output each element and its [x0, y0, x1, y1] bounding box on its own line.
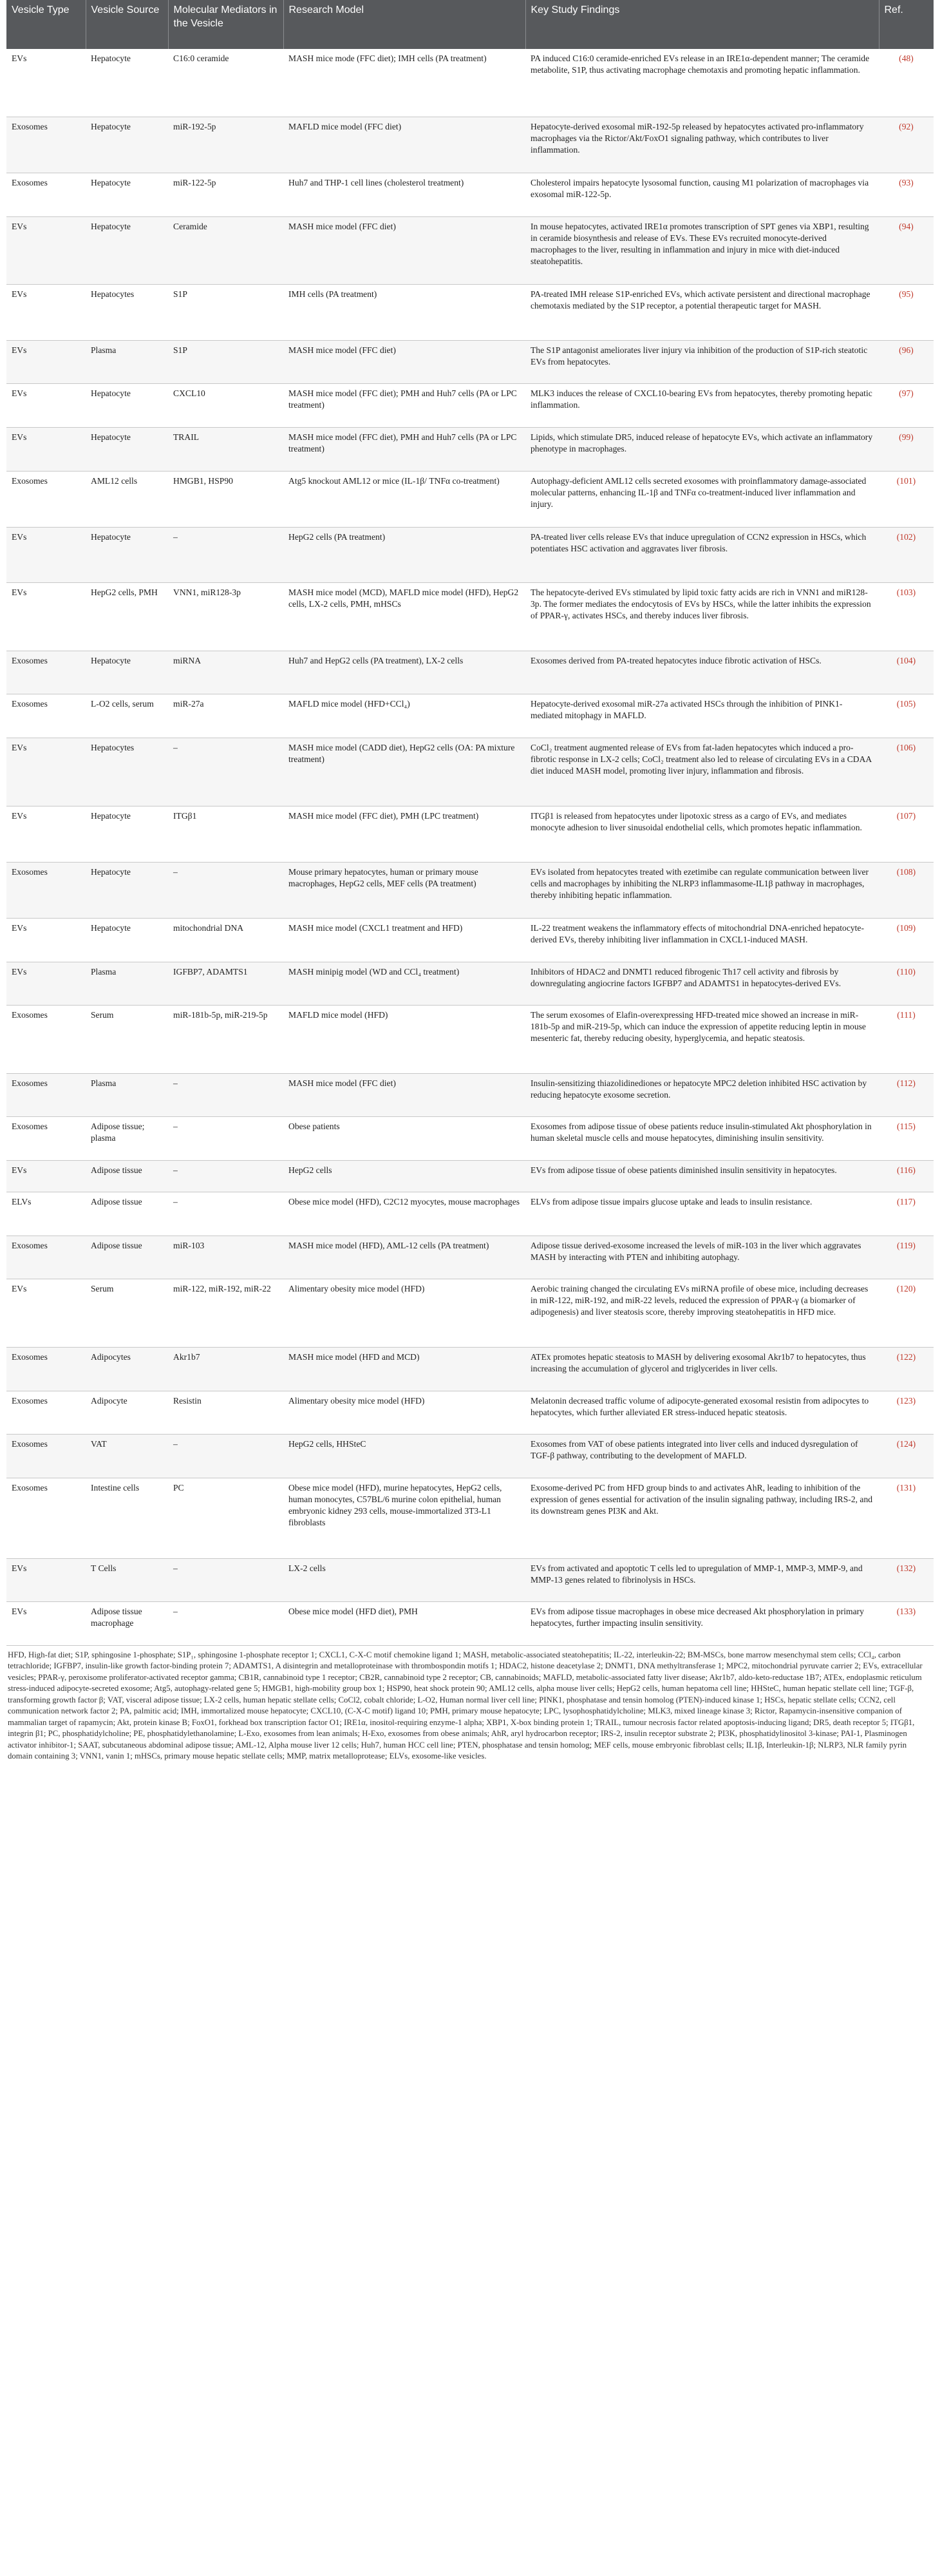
ref-cell: [879, 383, 934, 427]
ref-link[interactable]: (99): [899, 432, 914, 442]
research-model-cell: MASH mice model (HFD), AML-12 cells (PA treatment): [283, 1236, 525, 1279]
vesicle-source-cell: Hepatocyte: [86, 527, 168, 582]
vesicle-type-cell: Exosomes: [6, 173, 86, 216]
ref-cell: [879, 1160, 934, 1192]
table-row: [6, 651, 934, 694]
research-model-cell: Obese mice model (HFD diet), PMH: [283, 1601, 525, 1645]
research-model-cell: MAFLD mice model (HFD): [283, 1005, 525, 1073]
vesicle-source-cell: L-O2 cells, serum: [86, 694, 168, 738]
vesicle-source-cell: VAT: [86, 1434, 168, 1478]
ref-cell: [879, 962, 934, 1005]
ref-cell: [879, 582, 934, 651]
table-row: [6, 806, 934, 862]
vesicle-table: [6, 0, 934, 1646]
research-model-cell: MASH mice model (FFC diet): [283, 1073, 525, 1116]
mediator-cell: miRNA: [168, 651, 283, 694]
research-model-cell: MAFLD mice model (FFC diet): [283, 117, 525, 173]
ref-link[interactable]: (110): [897, 966, 916, 977]
research-model-cell: Atg5 knockout AML12 or mice (IL-1β/ TNFα co-treatment): [283, 471, 525, 527]
mediator-cell: mitochondrial DNA: [168, 918, 283, 962]
ref-cell: [879, 117, 934, 173]
vesicle-source-cell: HepG2 cells, PMH: [86, 582, 168, 651]
mediator-cell: miR-122, miR-192, miR-22: [168, 1279, 283, 1347]
mediator-cell: PC: [168, 1478, 283, 1558]
ref-cell: [879, 1279, 934, 1347]
finding-cell: Autophagy-deficient AML12 cells secreted exosomes with proinflammatory damage-associated molecular patterns, enhancing IL-1β and TNFα co-treatment-induced liver inflammation and injury.: [525, 471, 879, 527]
ref-cell: [879, 1434, 934, 1478]
vesicle-type-cell: EVs: [6, 284, 86, 340]
ref-link[interactable]: (93): [899, 177, 914, 187]
header-ref: Ref.: [879, 0, 934, 49]
ref-cell: [879, 918, 934, 962]
ref-link[interactable]: (106): [896, 742, 916, 752]
table-row: [6, 1192, 934, 1236]
finding-cell: EVs from adipose tissue macrophages in obese mice decreased Akt phosphorylation in primary hepatocytes, further impacting insulin sensitivity.: [525, 1601, 879, 1645]
ref-link[interactable]: (131): [896, 1482, 916, 1493]
mediator-cell: –: [168, 1192, 283, 1236]
mediator-cell: –: [168, 1073, 283, 1116]
mediator-cell: miR-192-5p: [168, 117, 283, 173]
ref-link[interactable]: (105): [896, 698, 916, 709]
mediator-cell: S1P: [168, 284, 283, 340]
ref-link[interactable]: (48): [899, 53, 914, 63]
vesicle-type-cell: EVs: [6, 918, 86, 962]
ref-link[interactable]: (102): [896, 531, 916, 542]
vesicle-source-cell: Adipose tissue macrophage: [86, 1601, 168, 1645]
table-row: [6, 1236, 934, 1279]
ref-cell: [879, 738, 934, 806]
vesicle-type-cell: Exosomes: [6, 1478, 86, 1558]
table-row: [6, 918, 934, 962]
research-model-cell: MASH minipig model (WD and CCl₄ treatment): [283, 962, 525, 1005]
ref-cell: [879, 1116, 934, 1160]
mediator-cell: –: [168, 527, 283, 582]
ref-link[interactable]: (95): [899, 289, 914, 299]
vesicle-source-cell: Plasma: [86, 962, 168, 1005]
vesicle-source-cell: Serum: [86, 1279, 168, 1347]
vesicle-source-cell: Plasma: [86, 1073, 168, 1116]
ref-link[interactable]: (119): [897, 1240, 916, 1250]
vesicle-source-cell: Adipose tissue: [86, 1160, 168, 1192]
ref-cell: [879, 1005, 934, 1073]
finding-cell: Inhibitors of HDAC2 and DNMT1 reduced fibrogenic Th17 cell activity and fibrosis by downregulating angiocrine factors IGFBP7 and ADAMTS1 in hepatocytes-derived EVs.: [525, 962, 879, 1005]
mediator-cell: S1P: [168, 340, 283, 383]
ref-cell: [879, 1347, 934, 1391]
vesicle-source-cell: T Cells: [86, 1558, 168, 1601]
table-row: [6, 582, 934, 651]
finding-cell: ELVs from adipose tissue impairs glucose uptake and leads to insulin resistance.: [525, 1192, 879, 1236]
vesicle-type-cell: EVs: [6, 1279, 86, 1347]
mediator-cell: –: [168, 862, 283, 918]
research-model-cell: Huh7 and THP-1 cell lines (cholesterol treatment): [283, 173, 525, 216]
vesicle-source-cell: Hepatocytes: [86, 284, 168, 340]
finding-cell: Adipose tissue derived-exosome increased the levels of miR-103 in the liver which aggravates MASH by interacting with PTEN and inhibiting autophagy.: [525, 1236, 879, 1279]
vesicle-type-cell: Exosomes: [6, 1116, 86, 1160]
vesicle-type-cell: EVs: [6, 806, 86, 862]
ref-cell: [879, 173, 934, 216]
ref-cell: [879, 1478, 934, 1558]
vesicle-type-cell: Exosomes: [6, 1434, 86, 1478]
vesicle-source-cell: Adipose tissue: [86, 1236, 168, 1279]
vesicle-source-cell: Hepatocyte: [86, 427, 168, 471]
vesicle-source-cell: Adipose tissue: [86, 1192, 168, 1236]
ref-cell: [879, 1192, 934, 1236]
mediator-cell: –: [168, 1434, 283, 1478]
table-body: [6, 49, 934, 1645]
vesicle-type-cell: Exosomes: [6, 1073, 86, 1116]
finding-cell: CoCl₂ treatment augmented release of EVs from fat-laden hepatocytes which induced a pro-fibrotic response in LX-2 cells; CoCl₂ treatment also led to release of circulating EVs in a CDAA diet induced MASH model, promoting liver injury, inflammation and fibrosis.: [525, 738, 879, 806]
research-model-cell: MASH mice model (FFC diet), PMH and Huh7 cells (PA or LPC treatment): [283, 427, 525, 471]
table-row: [6, 1601, 934, 1645]
vesicle-source-cell: Plasma: [86, 340, 168, 383]
finding-cell: IL-22 treatment weakens the inflammatory effects of mitochondrial DNA-enriched hepatocyte-derived EVs, thereby inhibiting liver inflammation in CXCL1-induced MASH.: [525, 918, 879, 962]
mediator-cell: HMGB1, HSP90: [168, 471, 283, 527]
table-row: [6, 383, 934, 427]
table-row: [6, 1005, 934, 1073]
vesicle-type-cell: Exosomes: [6, 1005, 86, 1073]
finding-cell: Hepatocyte-derived exosomal miR-27a activated HSCs through the inhibition of PINK1-mediated mitophagy in MAFLD.: [525, 694, 879, 738]
table-row: [6, 1347, 934, 1391]
finding-cell: PA-treated IMH release S1P-enriched EVs, which activate persistent and directional macrophage chemotaxis mediated by the S1P receptor, a potential therapeutic target for MASH.: [525, 284, 879, 340]
finding-cell: Cholesterol impairs hepatocyte lysosomal function, causing M1 polarization of macrophages via exosomal miR-122-5p.: [525, 173, 879, 216]
table-row: [6, 1116, 934, 1160]
vesicle-type-cell: Exosomes: [6, 694, 86, 738]
finding-cell: EVs isolated from hepatocytes treated with ezetimibe can regulate communication between liver cells and macrophages by inhibiting the NLRP3 inflammasome-IL1β pathway in macrophages, thereby inhibiting hepatic inflammation.: [525, 862, 879, 918]
ref-cell: [879, 216, 934, 284]
research-model-cell: HepG2 cells: [283, 1160, 525, 1192]
table-row: [6, 1478, 934, 1558]
finding-cell: Hepatocyte-derived exosomal miR-192-5p released by hepatocytes activated pro-inflammatory macrophages via the Rictor/Akt/FoxO1 signaling pathway, which contributes to liver inflammation.: [525, 117, 879, 173]
mediator-cell: miR-122-5p: [168, 173, 283, 216]
finding-cell: The S1P antagonist ameliorates liver injury via inhibition of the production of S1P-rich steatotic EVs from hepatocytes.: [525, 340, 879, 383]
table-row: [6, 1160, 934, 1192]
vesicle-source-cell: Adipose tissue; plasma: [86, 1116, 168, 1160]
table-row: [6, 117, 934, 173]
table-row: [6, 427, 934, 471]
vesicle-source-cell: Hepatocyte: [86, 651, 168, 694]
vesicle-type-cell: EVs: [6, 1160, 86, 1192]
vesicle-type-cell: EVs: [6, 738, 86, 806]
mediator-cell: IGFBP7, ADAMTS1: [168, 962, 283, 1005]
finding-cell: Aerobic training changed the circulating EVs miRNA profile of obese mice, including decreases in miR-122, miR-192, and miR-22 levels, reduced the expression of PPAR-γ (a biomarker of adipogenesis) and liver steatosis score, thereby improving steatohepatitis in HFD mice.: [525, 1279, 879, 1347]
mediator-cell: ITGβ1: [168, 806, 283, 862]
finding-cell: Exosomes derived from PA-treated hepatocytes induce fibrotic activation of HSCs.: [525, 651, 879, 694]
research-model-cell: MAFLD mice model (HFD+CCl₄): [283, 694, 525, 738]
vesicle-type-cell: Exosomes: [6, 1347, 86, 1391]
header-vesicle-source: Vesicle Source: [86, 0, 168, 49]
ref-cell: [879, 1236, 934, 1279]
table-row: [6, 284, 934, 340]
table-row: [6, 862, 934, 918]
header-vesicle-type: Vesicle Type: [6, 0, 86, 49]
vesicle-type-cell: EVs: [6, 49, 86, 117]
vesicle-type-cell: Exosomes: [6, 1236, 86, 1279]
mediator-cell: –: [168, 1160, 283, 1192]
research-model-cell: Obese patients: [283, 1116, 525, 1160]
vesicle-source-cell: Adipocytes: [86, 1347, 168, 1391]
table-row: [6, 962, 934, 1005]
ref-link[interactable]: (107): [896, 810, 916, 821]
finding-cell: ITGβ1 is released from hepatocytes under lipotoxic stress as a cargo of EVs, and mediates monocyte adhesion to liver sinusoidal endothelial cells, which promotes hepatic inflammation.: [525, 806, 879, 862]
mediator-cell: Resistin: [168, 1391, 283, 1434]
mediator-cell: Ceramide: [168, 216, 283, 284]
vesicle-source-cell: Intestine cells: [86, 1478, 168, 1558]
ref-link[interactable]: (111): [897, 1009, 916, 1020]
table-row: [6, 738, 934, 806]
finding-cell: The serum exosomes of Elafin-overexpressing HFD-treated mice showed an increase in miR-181b-5p and miR-219-5p, which can induce the expression of appetite reducing leptin in mouse mesenteric fat, thereby reducing obesity, hyperglycemia, and hepatic steatosis.: [525, 1005, 879, 1073]
ref-link[interactable]: (115): [897, 1121, 916, 1131]
ref-cell: [879, 806, 934, 862]
ref-link[interactable]: (122): [896, 1351, 916, 1362]
ref-link[interactable]: (120): [896, 1283, 916, 1293]
vesicle-source-cell: Serum: [86, 1005, 168, 1073]
ref-link[interactable]: (104): [896, 655, 916, 665]
mediator-cell: –: [168, 1601, 283, 1645]
vesicle-type-cell: Exosomes: [6, 1391, 86, 1434]
research-model-cell: Obese mice model (HFD), murine hepatocytes, HepG2 cells, human monocytes, C57BL/6 murine colon epithelial, human embryonic kidney 293 cells, mouse-immortalized 3T3-L1 fibroblasts: [283, 1478, 525, 1558]
vesicle-source-cell: Hepatocyte: [86, 806, 168, 862]
research-model-cell: LX-2 cells: [283, 1558, 525, 1601]
ref-cell: [879, 694, 934, 738]
table-row: [6, 1434, 934, 1478]
finding-cell: EVs from activated and apoptotic T cells led to upregulation of MMP-1, MMP-3, MMP-9, and MMP-13 genes related to fibrinolysis in HSCs.: [525, 1558, 879, 1601]
table-row: [6, 216, 934, 284]
table-row: [6, 694, 934, 738]
header-row: [6, 0, 934, 49]
header-research-model: Research Model: [283, 0, 525, 49]
research-model-cell: MASH mice model (MCD), MAFLD mice model (HFD), HepG2 cells, LX-2 cells, PMH, mHSCs: [283, 582, 525, 651]
vesicle-type-cell: ELVs: [6, 1192, 86, 1236]
mediator-cell: miR-27a: [168, 694, 283, 738]
ref-link[interactable]: (92): [899, 121, 914, 131]
finding-cell: The hepatocyte-derived EVs stimulated by lipid toxic fatty acids are rich in VNN1 and miR128-3p. The former mediates the endocytosis of EVs by HSCs, while the latter inhibits the expression of PPAR-γ, activates HSCs, and thereby induces liver fibrosis.: [525, 582, 879, 651]
ref-link[interactable]: (96): [899, 345, 914, 355]
research-model-cell: HepG2 cells, HHSteC: [283, 1434, 525, 1478]
ref-cell: [879, 1601, 934, 1645]
vesicle-type-cell: EVs: [6, 340, 86, 383]
mediator-cell: Akr1b7: [168, 1347, 283, 1391]
research-model-cell: Alimentary obesity mice model (HFD): [283, 1391, 525, 1434]
table-row: [6, 1558, 934, 1601]
table-row: [6, 527, 934, 582]
ref-link[interactable]: (101): [896, 475, 916, 486]
vesicle-type-cell: EVs: [6, 216, 86, 284]
research-model-cell: MASH mice model (FFC diet), PMH (LPC treatment): [283, 806, 525, 862]
research-model-cell: Obese mice model (HFD), C2C12 myocytes, mouse macrophages: [283, 1192, 525, 1236]
mediator-cell: TRAIL: [168, 427, 283, 471]
ref-link[interactable]: (109): [896, 922, 916, 933]
ref-cell: [879, 1558, 934, 1601]
finding-cell: ATEx promotes hepatic steatosis to MASH by delivering exosomal Akr1b7 to hepatocytes, thus increasing the accumulation of glycerol and triglycerides in liver cells.: [525, 1347, 879, 1391]
vesicle-type-cell: EVs: [6, 427, 86, 471]
table-row: [6, 1391, 934, 1434]
table-container: [6, 0, 934, 1762]
table-header: [6, 0, 934, 49]
header-molecular-mediators: Molecular Mediators in the Vesicle: [168, 0, 283, 49]
ref-cell: [879, 427, 934, 471]
vesicle-source-cell: Hepatocyte: [86, 216, 168, 284]
table-row: [6, 1073, 934, 1116]
vesicle-source-cell: Hepatocyte: [86, 918, 168, 962]
ref-cell: [879, 284, 934, 340]
mediator-cell: –: [168, 738, 283, 806]
vesicle-source-cell: Hepatocyte: [86, 383, 168, 427]
ref-cell: [879, 527, 934, 582]
research-model-cell: MASH mice model (CXCL1 treatment and HFD): [283, 918, 525, 962]
finding-cell: Melatonin decreased traffic volume of adipocyte-generated exosomal resistin from adipocytes to hepatocytes, which further alleviated ER stress-induced hepatic steatosis.: [525, 1391, 879, 1434]
table-row: [6, 340, 934, 383]
vesicle-source-cell: Hepatocyte: [86, 117, 168, 173]
header-key-study-findings: Key Study Findings: [525, 0, 879, 49]
mediator-cell: miR-181b-5p, miR-219-5p: [168, 1005, 283, 1073]
research-model-cell: MASH mice mode (FFC diet); IMH cells (PA treatment): [283, 49, 525, 117]
ref-link[interactable]: (132): [896, 1563, 916, 1573]
vesicle-source-cell: Hepatocyte: [86, 173, 168, 216]
table-row: [6, 471, 934, 527]
research-model-cell: MASH mice model (FFC diet); PMH and Huh7 cells (PA or LPC treatment): [283, 383, 525, 427]
mediator-cell: –: [168, 1558, 283, 1601]
ref-cell: [879, 1391, 934, 1434]
ref-link[interactable]: (117): [897, 1196, 916, 1207]
ref-cell: [879, 651, 934, 694]
vesicle-type-cell: EVs: [6, 1601, 86, 1645]
vesicle-type-cell: EVs: [6, 527, 86, 582]
research-model-cell: IMH cells (PA treatment): [283, 284, 525, 340]
finding-cell: MLK3 induces the release of CXCL10-bearing EVs from hepatocytes, thereby promoting hepatic inflammation.: [525, 383, 879, 427]
finding-cell: PA-treated liver cells release EVs that induce upregulation of CCN2 expression in HSCs, which potentiates HSC activation and aggravates liver fibrosis.: [525, 527, 879, 582]
ref-cell: [879, 340, 934, 383]
vesicle-source-cell: AML12 cells: [86, 471, 168, 527]
vesicle-source-cell: Hepatocyte: [86, 49, 168, 117]
finding-cell: Insulin-sensitizing thiazolidinediones or hepatocyte MPC2 deletion inhibited HSC activation by reducing hepatocyte exosome secretion.: [525, 1073, 879, 1116]
ref-link[interactable]: (103): [896, 587, 916, 597]
vesicle-source-cell: Hepatocytes: [86, 738, 168, 806]
research-model-cell: MASH mice model (FFC diet): [283, 340, 525, 383]
finding-cell: In mouse hepatocytes, activated IRE1α promotes transcription of SPT genes via XBP1, resulting in ceramide biosynthesis and release of EVs. These EVs recruited monocyte-derived macrophages to the liver, resulting in inflammation and injury in mice with diet-induced steatohepatitis.: [525, 216, 879, 284]
table-row: [6, 173, 934, 216]
research-model-cell: Alimentary obesity mice model (HFD): [283, 1279, 525, 1347]
ref-link[interactable]: (108): [896, 866, 916, 877]
research-model-cell: Huh7 and HepG2 cells (PA treatment), LX-2 cells: [283, 651, 525, 694]
ref-cell: [879, 471, 934, 527]
research-model-cell: HepG2 cells (PA treatment): [283, 527, 525, 582]
ref-link[interactable]: (124): [896, 1438, 916, 1449]
vesicle-type-cell: Exosomes: [6, 117, 86, 173]
finding-cell: Exosomes from adipose tissue of obese patients reduce insulin-stimulated Akt phosphorylation in human skeletal muscle cells and mouse hepatocytes, diminishing insulin sensitivity.: [525, 1116, 879, 1160]
vesicle-type-cell: Exosomes: [6, 651, 86, 694]
mediator-cell: C16:0 ceramide: [168, 49, 283, 117]
ref-link[interactable]: (94): [899, 221, 914, 231]
mediator-cell: miR-103: [168, 1236, 283, 1279]
vesicle-type-cell: Exosomes: [6, 471, 86, 527]
finding-cell: EVs from adipose tissue of obese patients diminished insulin sensitivity in hepatocytes.: [525, 1160, 879, 1192]
mediator-cell: CXCL10: [168, 383, 283, 427]
table-row: [6, 49, 934, 117]
finding-cell: PA induced C16:0 ceramide-enriched EVs release in an IRE1α-dependent manner; The ceramide metabolite, S1P, thus activating macrophage chemotaxis and promoting hepatic inflammation.: [525, 49, 879, 117]
vesicle-type-cell: Exosomes: [6, 862, 86, 918]
table-footnote: HFD, High-fat diet; S1P, sphingosine 1-phosphate; S1P₁, sphingosine 1-phosphate receptor 1; CXCL1, C-X-C motif chemokine ligand 1; MASH, metabolic-associated steatohepatitis; IL-22, interleukin-22; BM-MSCs, bone marrow mesenchymal stem cells; CCl₄, carbon tetrachloride; IGFBP7, insulin-like growth factor-binding protein 7; ADAMTS1, A disintegrin and metalloproteinase with thrombospondin motifs 1; HDAC2, histone deacetylase 2; DNMT1, DNA methyltransferase 1; MPC2, mitochondrial pyruvate carrier 2; EVs, extracellular vesicles; PPAR-γ, peroxisome proliferator-activated receptor gamma; CB1R, cannabinoid type 1 receptor; CB2R, cannabinoid type 2 receptor; CB, cannabinoids; MAFLD, metabolic-associated fatty liver disease; Akr1b7, aldo-keto-reductase 1B7; ATEx, endoplasmic reticulum stress-induced adipocyte-secreted exosome; Atg5, autophagy-related gene 5; HMGB1, high-mobility group box 1; HSP90, heat shock protein 90; AML12 cells, alpha mouse liver cells; HepG2 cells, human hepatoma cell line; HHSteC, human hepatic stellate cell line; TGF-β, transforming growth factor β; VAT, visceral adipose tissue; LX-2 cells, human hepatic stellate cells; CoCl2, cobalt chloride; L-O2, Human normal liver cell line; PINK1, phosphatase and tensin homolog (PTEN)-induced kinase 1; HSCs, hepatic stellate cells; CCN2, cell communication network factor 2; PA, palmitic acid; IMH, immortalized mouse hepatocyte; CXCL10, (C-X-C motif) ligand 10; PMH, primary mouse hepatocyte; LPC, lysophosphatidylcholine; MLK3, mixed lineage kinase 3; Rictor, Rapamycin-insensitive companion of mammalian target of rapamycin; Akt, protein kinase B; FoxO1, forkhead box transcription factor O1; IRE1α, inositol-requiring enzyme-1 alpha; XBP1, X-box binding protein 1; TRAIL, tumour necrosis factor related apoptosis-inducing ligand; DR5, death receptor 5; ITGβ1, integrin β1; PC, phosphatidylcholine; PE, phosphatidylethanolamine; L-Exo, exosomes from lean animals; H-Exo, exosomes from obese animals; AhR, aryl hydrocarbon receptor; IRS-2, insulin receptor substrate 2; PI3K, phosphatidylinositol 3-kinase; PAI-1, Plasminogen activator inhibitor-1; SAAT, subcutaneous abdominal adipose tissue; AML-12, Alpha mouse liver 12 cells; Huh7, human HCC cell line; PTEN, phosphatase and tensin homolog; MEF cells, mouse embryonic fibroblast cells; IL1β, Interleukin-1β; NLRP3, NLR family pyrin domain containing 3; VNN1, vanin 1; mHSCs, primary mouse hepatic stellate cells; MMP, matrix metalloprotease; ELVs, exosome-like vesicles.: [8, 1650, 923, 1760]
mediator-cell: VNN1, miR128-3p: [168, 582, 283, 651]
ref-link[interactable]: (97): [899, 388, 914, 398]
vesicle-type-cell: EVs: [6, 962, 86, 1005]
vesicle-type-cell: EVs: [6, 582, 86, 651]
research-model-cell: MASH mice model (FFC diet): [283, 216, 525, 284]
ref-cell: [879, 1073, 934, 1116]
ref-cell: [879, 862, 934, 918]
vesicle-source-cell: Adipocyte: [86, 1391, 168, 1434]
vesicle-type-cell: EVs: [6, 383, 86, 427]
vesicle-source-cell: Hepatocyte: [86, 862, 168, 918]
research-model-cell: MASH mice model (HFD and MCD): [283, 1347, 525, 1391]
vesicle-type-cell: EVs: [6, 1558, 86, 1601]
finding-cell: Exosome-derived PC from HFD group binds to and activates AhR, leading to inhibition of the expression of genes essential for activation of the insulin signaling pathway, including IRS-2, and its downstream genes PI3K and Akt.: [525, 1478, 879, 1558]
finding-cell: Exosomes from VAT of obese patients integrated into liver cells and induced dysregulation of TGF-β pathway, contributing to the development of MAFLD.: [525, 1434, 879, 1478]
research-model-cell: Mouse primary hepatocytes, human or primary mouse macrophages, HepG2 cells, MEF cells (PA treatment): [283, 862, 525, 918]
table-row: [6, 1279, 934, 1347]
ref-link[interactable]: (133): [896, 1606, 916, 1616]
research-model-cell: MASH mice model (CADD diet), HepG2 cells (OA: PA mixture treatment): [283, 738, 525, 806]
finding-cell: Lipids, which stimulate DR5, induced release of hepatocyte EVs, which activate an inflammatory phenotype in macrophages.: [525, 427, 879, 471]
ref-link[interactable]: (112): [897, 1078, 916, 1088]
mediator-cell: –: [168, 1116, 283, 1160]
ref-link[interactable]: (116): [897, 1165, 916, 1175]
ref-cell: [879, 49, 934, 117]
ref-link[interactable]: (123): [896, 1395, 916, 1406]
